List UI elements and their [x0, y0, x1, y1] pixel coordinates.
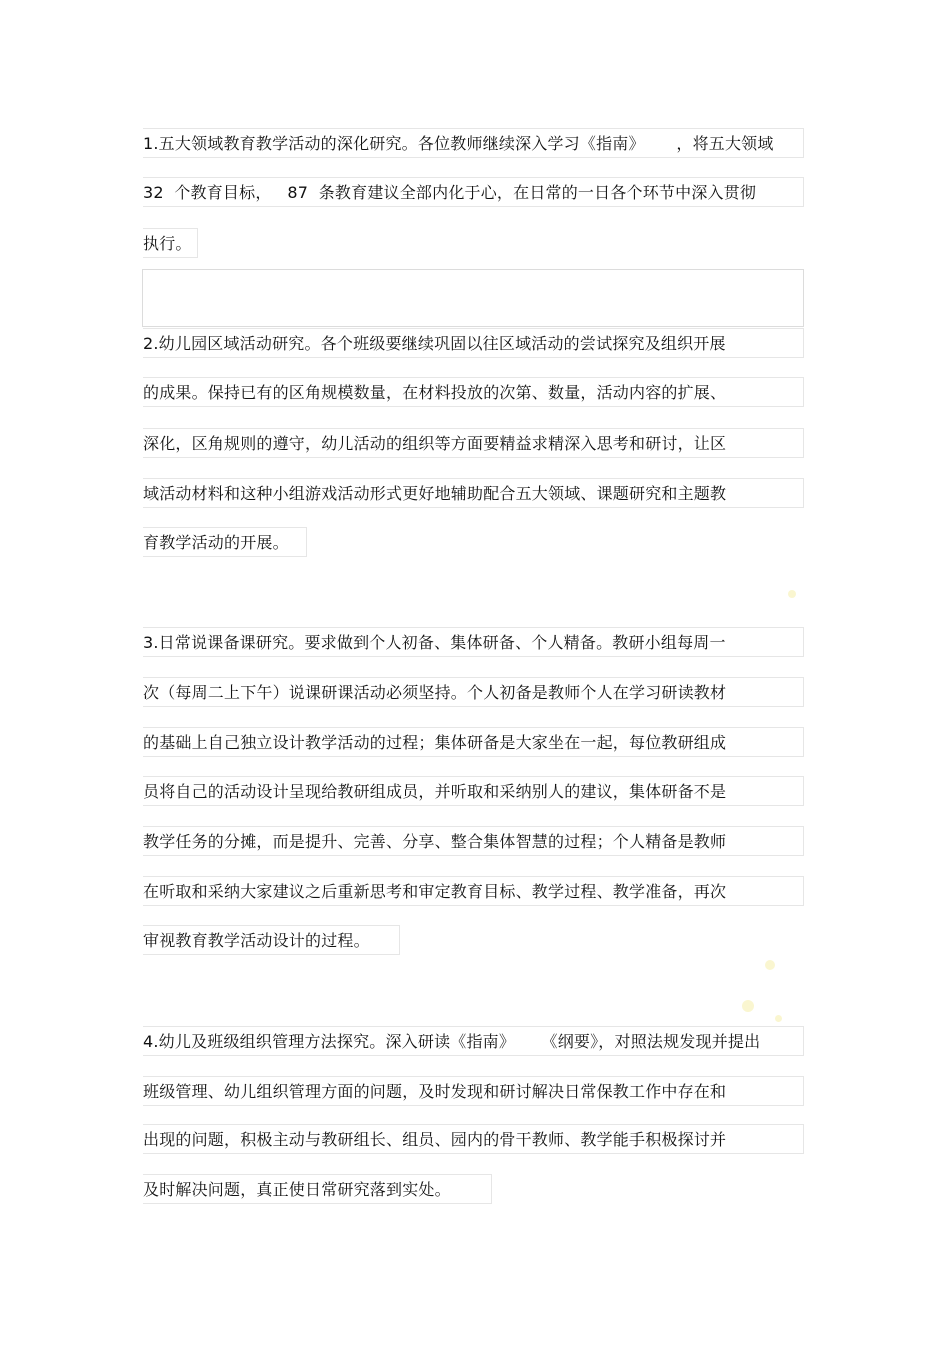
- background-speck: [765, 960, 775, 970]
- background-speck: [775, 1015, 782, 1022]
- paragraph-line: 审视教育教学活动设计的过程。: [143, 925, 400, 955]
- paragraph-line: 育教学活动的开展。: [143, 527, 307, 557]
- paragraph-line: 的基础上自己独立设计教学活动的过程；集体研备是大家坐在一起，每位教研组成: [143, 727, 804, 757]
- section-frame: [142, 269, 804, 327]
- paragraph-line: 班级管理、幼儿组织管理方面的问题，及时发现和研讨解决日常保教工作中存在和: [143, 1076, 804, 1106]
- paragraph-line: 教学任务的分摊，而是提升、完善、分享、整合集体智慧的过程；个人精备是教师: [143, 826, 804, 856]
- paragraph-line: 域活动材料和这种小组游戏活动形式更好地辅助配合五大领域、课题研究和主题教: [143, 478, 804, 508]
- background-speck: [742, 1000, 754, 1012]
- paragraph-line: 执行。: [143, 228, 198, 258]
- paragraph-line: 4.幼儿及班级组织管理方法探究。深入研读《指南》 《纲要》，对照法规发现并提出: [143, 1026, 804, 1056]
- paragraph-line: 2.幼儿园区域活动研究。各个班级要继续巩固以往区域活动的尝试探究及组织开展: [143, 328, 804, 358]
- paragraph-line: 32 个教育目标， 87 条教育建议全部内化于心，在日常的一日各个环节中深入贯彻: [143, 177, 804, 207]
- paragraph-line: 的成果。保持已有的区角规模数量，在材料投放的次第、数量，活动内容的扩展、: [143, 377, 804, 407]
- paragraph-line: 1.五大领域教育教学活动的深化研究。各位教师继续深入学习《指南》 ，将五大领域: [143, 128, 804, 158]
- paragraph-line: 3.日常说课备课研究。要求做到个人初备、集体研备、个人精备。教研小组每周一: [143, 627, 804, 657]
- paragraph-line: 次（每周二上下午）说课研课活动必须坚持。个人初备是教师个人在学习研读教材: [143, 677, 804, 707]
- paragraph-line: 及时解决问题，真正使日常研究落到实处。: [143, 1174, 492, 1204]
- paragraph-line: 深化，区角规则的遵守，幼儿活动的组织等方面要精益求精深入思考和研讨，让区: [143, 428, 804, 458]
- paragraph-line: 出现的问题，积极主动与教研组长、组员、园内的骨干教师、教学能手积极探讨并: [143, 1124, 804, 1154]
- paragraph-line: 员将自己的活动设计呈现给教研组成员，并听取和采纳别人的建议，集体研备不是: [143, 776, 804, 806]
- paragraph-line: 在听取和采纳大家建议之后重新思考和审定教育目标、教学过程、教学准备，再次: [143, 876, 804, 906]
- background-speck: [788, 590, 796, 598]
